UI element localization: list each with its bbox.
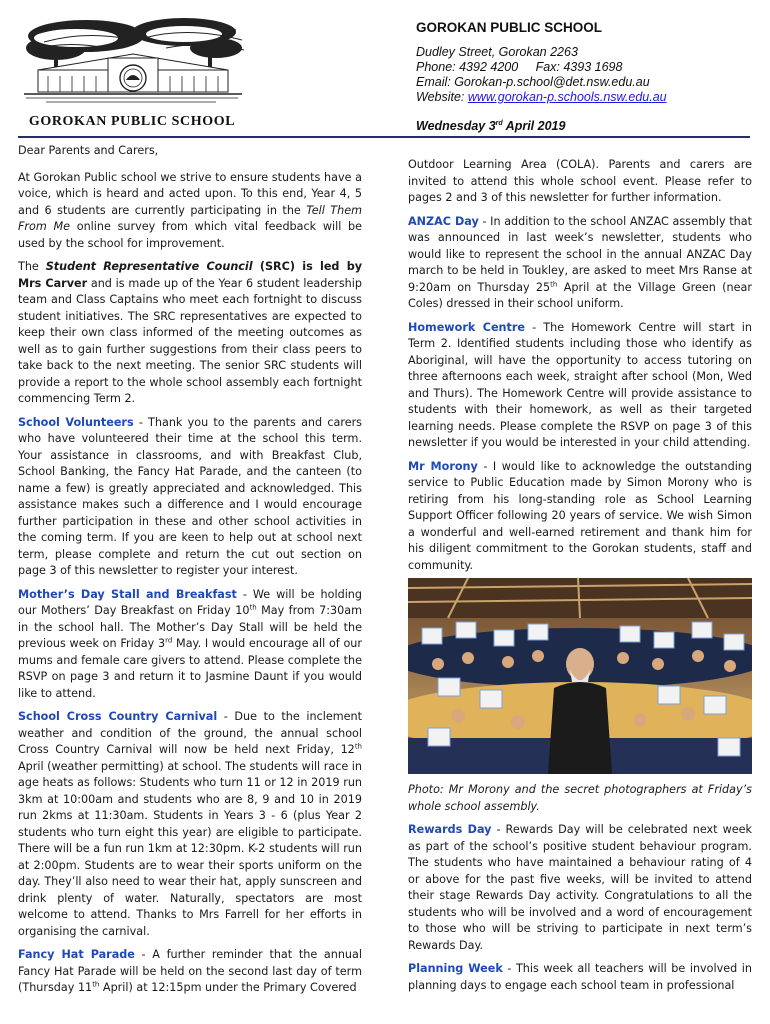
greeting: Dear Parents and Carers, xyxy=(18,144,159,157)
school-name: GOROKAN PUBLIC SCHOOL xyxy=(416,20,603,35)
planning-heading: Planning Week xyxy=(408,962,503,975)
school-phone-fax xyxy=(416,60,756,75)
fancy-hat-heading: Fancy Hat Parade xyxy=(18,948,135,961)
header-divider xyxy=(18,136,750,138)
website-label: Website: xyxy=(416,90,468,104)
mothers-day-paragraph: Mother’s Day Stall and Breakfast - We will be holding our Mothers’ Day Breakfast on Friday 10th May from 7:30am in the school hall. The Mother’s Day Stall will be held the previous week on Friday 3rd May. I would encourage all of our mums and female care givers to attend. Please complete the RSVP on page 3 and return it to Jasmine Daunt if you would like to attend. xyxy=(18,587,363,700)
survey-name: Tell Them From Me xyxy=(18,203,362,233)
date-prefix: Wednesday 3 xyxy=(416,119,496,133)
survey-paragraph: At Gorokan Public school we strive to ensure students have a voice, which is heard and acted upon. To this end, Year 4, 5 and 6 students are currently participating in the Tell Them From Me online survey from which vital feedback will be used by the school for improvement. xyxy=(18,170,362,250)
school-logo xyxy=(16,14,248,134)
date-suffix: April 2019 xyxy=(502,119,566,133)
cola-paragraph: Outdoor Learning Area (COLA). Parents and carers are invited to attend this whole school event. Please refer to pages 2 and 3 of this newsletter for further information. xyxy=(408,158,752,204)
website-link[interactable]: www.gorokan-p.schools.nsw.edu.au xyxy=(467,90,667,104)
cross-country-paragraph: School Cross Country Carnival - Due to the inclement weather and condition of the ground, the annual school Cross Country Carnival will now be held next Friday, 12th April (weather permitting) at school. The students will race in age heats as follows: Students who turn 11 or 12 in 2019 run 3km at 10:00am and students who are 8, 9 and 10 in 2019 run 2kms at 11:30am. Students in Years 3 - 6 (plus Year 2 students who turn eight this year) are eligible to participate. There will be a fun run 1km at 12:30pm. K-2 students will run at 2:00pm. Students are to wear their sports uniform on the day. They’ll also need to wear their hat, apply sunscreen and drink plenty of water. Naturally, spectators are most welcome to attend. Thanks to Mrs Farrell for her efforts in organising the carnival. xyxy=(18,710,362,938)
photo-caption: Photo: Mr Morony and the secret photographers at Friday’s whole school assembly. xyxy=(408,783,752,813)
src-paragraph: The Student Representative Council (SRC) is led by Mrs Carver and is made up of the Year 6 student leadership team and Class Captains who meet each fortnight to discuss student initiatives. The SRC representatives are expected to keep their own class informed of the meeting outcomes as well as to gain further suggestions from their class peers to take back to the next meeting. The senior SRC students will provide a report to the whole school assembly each fortnight commencing Term 2. xyxy=(18,260,362,405)
date-sup: rd xyxy=(495,119,503,127)
homework-paragraph: Homework Centre - The Homework Centre will start in Term 2. Identified students including those who identify as Aboriginal, will have the opportunity to access tutoring on three afternoons each week, straight after school (Mon, Wed and Thurs). The Homework Centre will provide assistance to students with their homework, as well as their targeted learning needs. Please complete the RSVP on page 3 of this newsletter if you would be interested in your child attending. xyxy=(408,320,752,449)
school-phone: Phone: 4392 4200 xyxy=(416,60,519,74)
assembly-photo-illustration xyxy=(408,578,752,774)
fancy-hat-paragraph: Fancy Hat Parade - A further reminder that the annual Fancy Hat Parade will be held on the second last day of term (Thursday 11th April) at 12:15pm under the Primary Covered xyxy=(18,948,362,994)
src-name: Student Representative Council xyxy=(45,260,253,273)
school-address: Dudley Street, Gorokan 2263 xyxy=(416,45,578,59)
school-email: Email: Gorokan-p.school@det.nsw.edu.au xyxy=(416,75,650,89)
newsletter-date xyxy=(416,119,756,134)
mothers-day-heading: Mother’s Day Stall and Breakfast xyxy=(18,587,237,601)
right-column xyxy=(408,157,752,1001)
anzac-heading: ANZAC Day xyxy=(408,214,479,228)
assembly-photo xyxy=(408,578,752,774)
rewards-paragraph: Rewards Day - Rewards Day will be celebrated next week as part of the school’s positive student behaviour program. The students who have maintained a behaviour rating of 4 or above for the past five weeks, will be invited to attend their stage Rewards Day activity. Congratulations to all the students who will be involved and a word of encouragement to those who will be striving to participate in next term’s Rewards Day. xyxy=(408,823,752,952)
school-website xyxy=(416,90,756,105)
school-contact-block xyxy=(416,20,756,134)
planning-paragraph: Planning Week - This week all teachers will be involved in planning days to engage each school team in professional xyxy=(408,962,752,992)
school-building-illustration xyxy=(16,14,248,114)
morony-paragraph: Mr Morony - I would like to acknowledge the outstanding service to Public Education made by Simon Morony who is retiring from his long-standing role as School Learning Support Officer following 20 years of service. We wish Simon a wonderful and well-earned retirement and thank him for his diligent commitment to the Gorokan students, staff and community. xyxy=(408,459,753,572)
left-column xyxy=(18,143,362,1004)
morony-heading: Mr Morony xyxy=(408,459,478,473)
newsletter-header xyxy=(0,0,770,140)
rewards-heading: Rewards Day xyxy=(408,823,492,836)
homework-heading: Homework Centre xyxy=(408,320,525,334)
teacher-name: Mrs Carver xyxy=(18,276,88,290)
school-fax: Fax: 4393 1698 xyxy=(535,60,623,74)
cross-country-heading: School Cross Country Carnival xyxy=(18,710,218,723)
logo-school-name: GOROKAN PUBLIC SCHOOL xyxy=(28,114,236,129)
anzac-paragraph: ANZAC Day - In addition to the school ANZAC assembly that was announced in last week’s newsletter, students who would like to represent the school in the annual ANZAC Day march to be held in Toukley, are asked to meet Mrs Ranse at 9:20am on Thursday 25th April at the Village Green (near Coles) dressed in their school uniform. xyxy=(408,214,752,310)
volunteers-heading: School Volunteers xyxy=(18,415,134,429)
volunteers-paragraph: School Volunteers - Thank you to the parents and carers who have volunteered their time at the school this term. Your assistance in classrooms, and with Breakfast Club, School Banking, the Fancy Hat Parade, and the canteen (to name a few) is greatly appreciated and acknowledged. This assistance makes such a difference and I would encourage further participation in these and other school activities in the coming term. If you are keen to help out at school next term, please complete and return the cut out section on page 3 of this newsletter to register your interest. xyxy=(18,415,363,577)
